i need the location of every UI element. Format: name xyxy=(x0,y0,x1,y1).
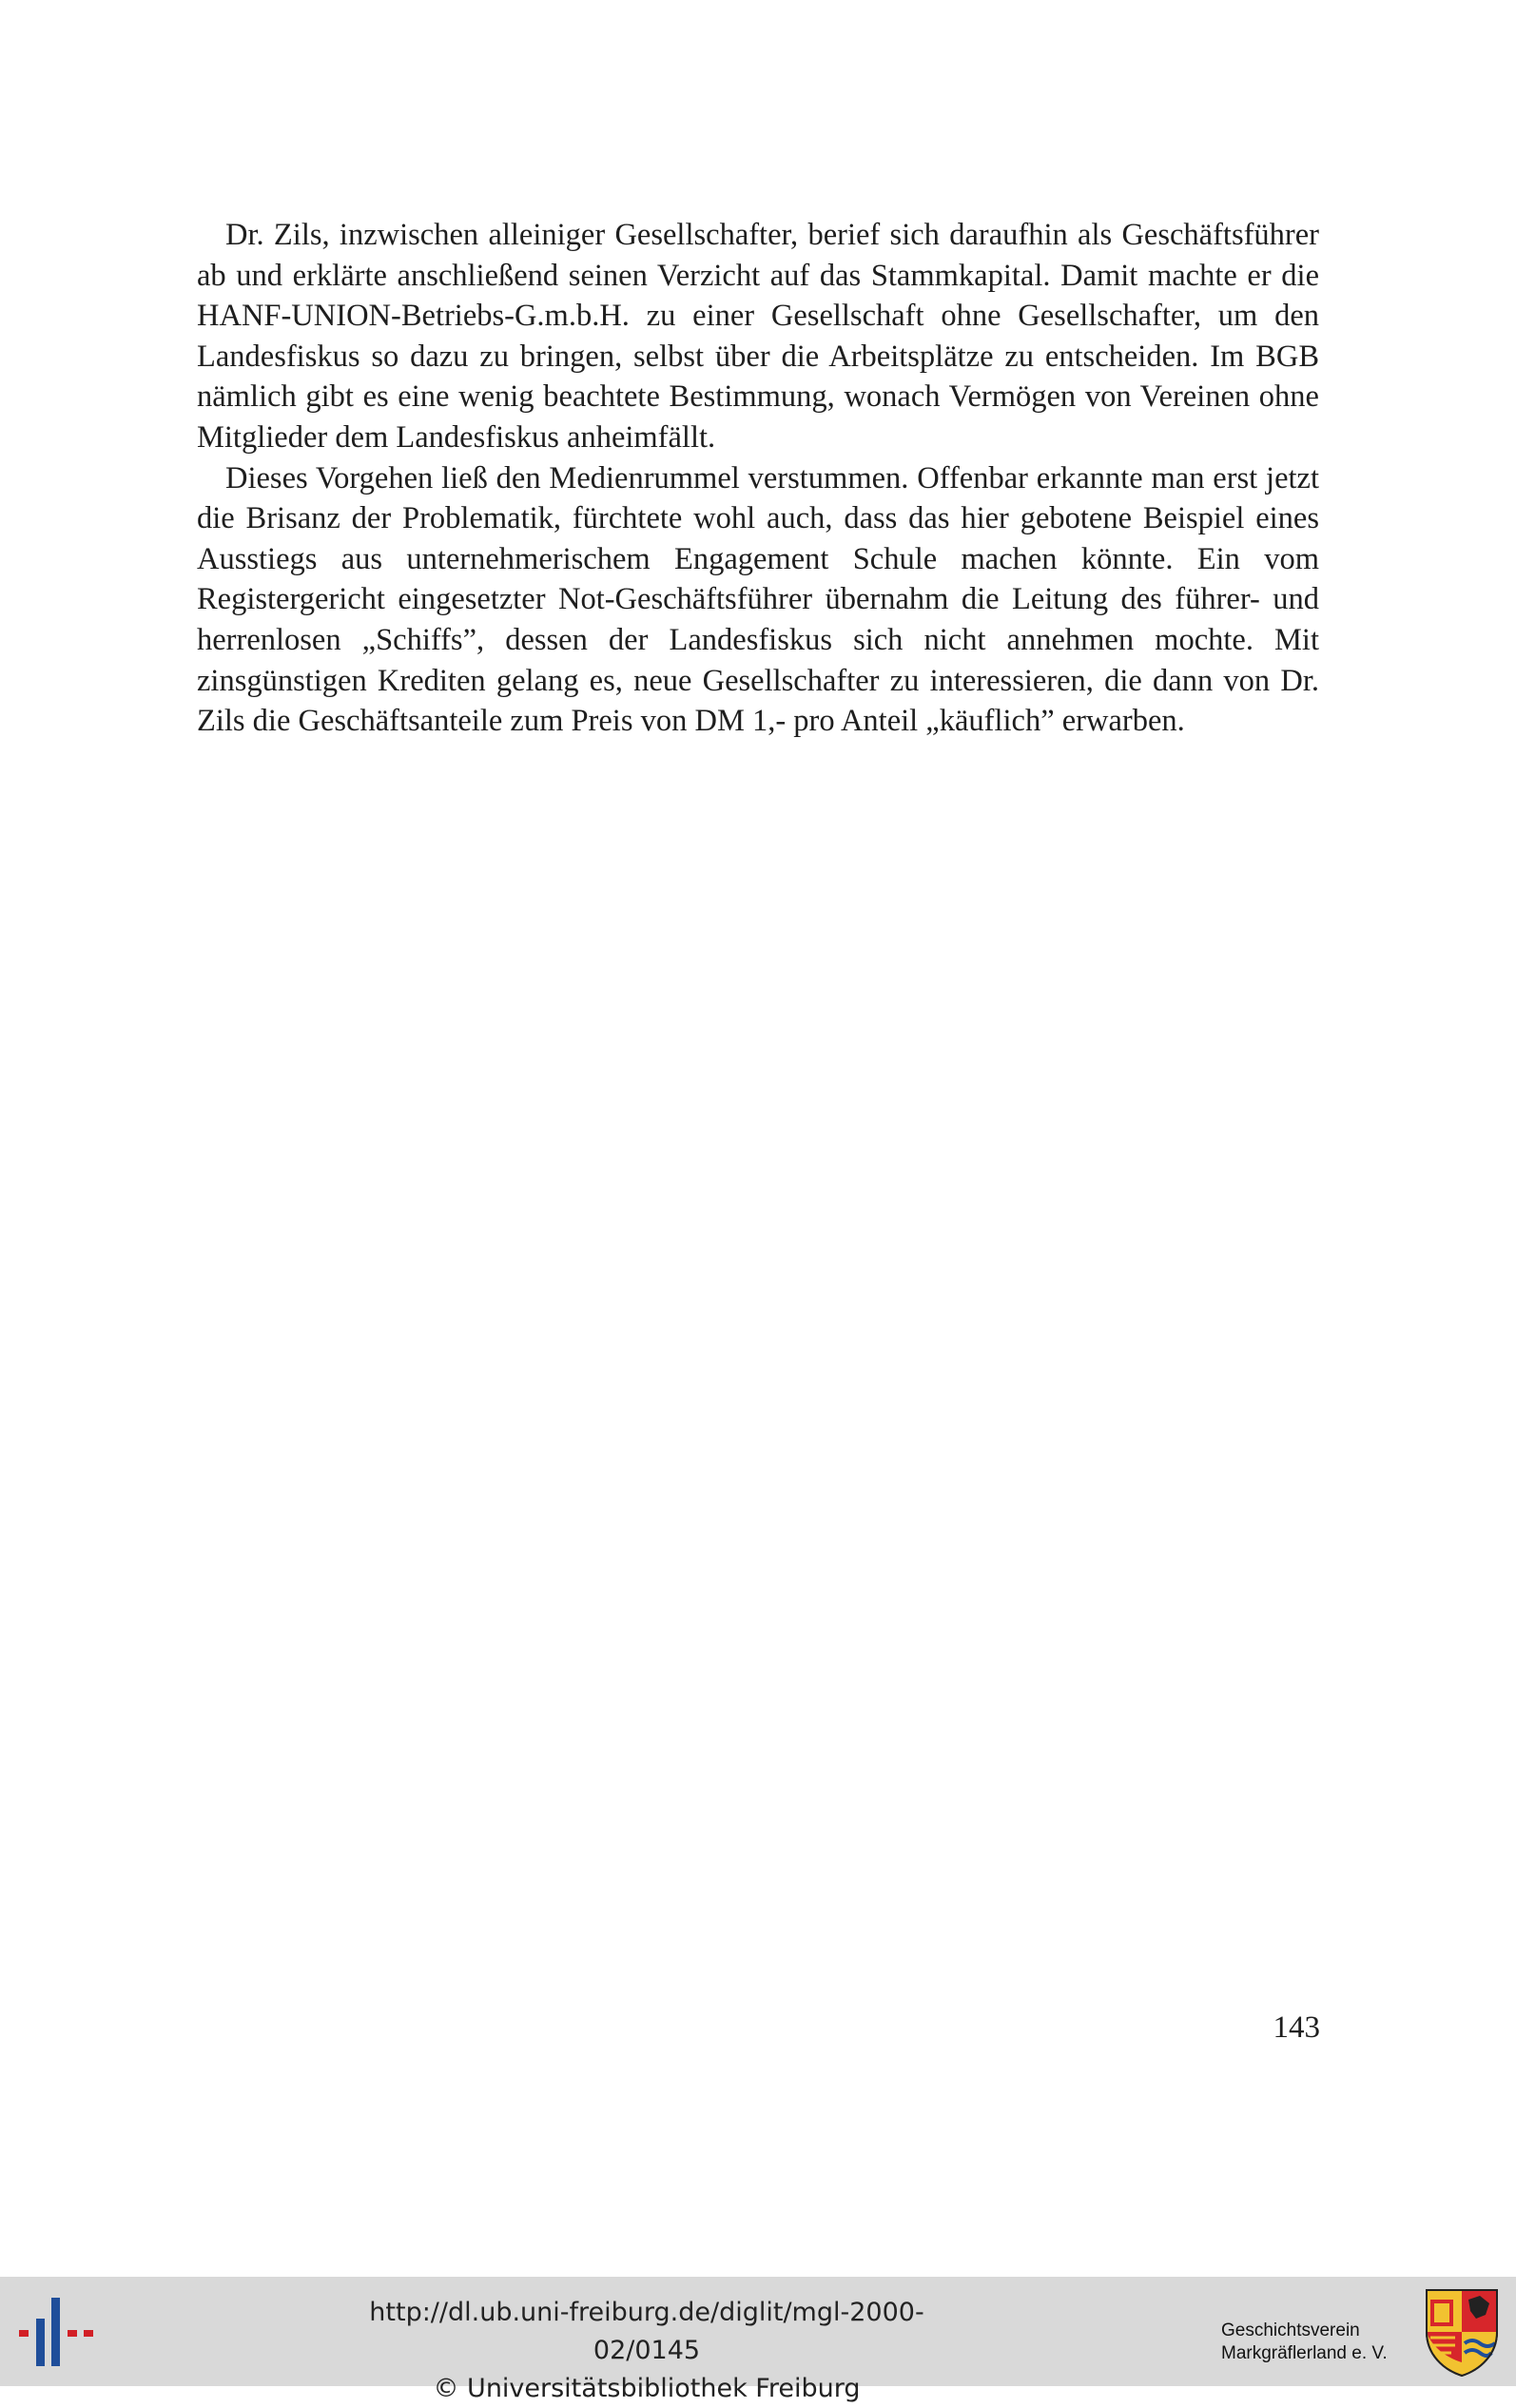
body-text xyxy=(197,215,1319,742)
copyright-text: © Universitätsbibliothek Freiburg xyxy=(433,2374,861,2403)
society-line-2: Markgräflerland e. V. xyxy=(1221,2343,1388,2363)
permalink-url[interactable]: http://dl.ub.uni-freiburg.de/diglit/mgl-2000-02/0145 xyxy=(369,2298,924,2365)
society-line-1: Geschichtsverein xyxy=(1221,2321,1360,2340)
society-name xyxy=(1221,2320,1426,2365)
paragraph-1: Dr. Zils, inzwischen alleiniger Gesellschafter, berief sich daraufhin als Geschäftsführer ab und erklärte anschließend seinen Verzicht auf das Stammkapital. Damit machte er die HANF-UNION-Betriebs-G.m.b.H. zu einer Gesellschaft ohne Gesellschafter, um den Landesfiskus so dazu zu bringen, selbst über die Arbeitsplätze zu entscheiden. Im BGB nämlich gibt es eine wenig beachtete Bestimmung, wonach Vermögen von Vereinen ohne Mitglieder dem Landesfiskus anheimfällt. xyxy=(197,218,1319,455)
paragraph-2: Dieses Vorgehen ließ den Medienrummel verstummen. Offenbar erkannte man erst jetzt die Brisanz der Problematik, fürchtete wohl auch, dass das hier gebotene Beispiel eines Ausstiegs aus unternehmerischem Engagement Schule machen könnte. Ein vom Registergericht eingesetzter Not-Geschäftsführer übernahm die Leitung des führer- und herrenlosen „Schiffs”, dessen der Landesfiskus sich nicht annehmen mochte. Mit zinsgünstigen Krediten gelang es, neue Gesellschafter zu interessieren, die dann von Dr. Zils die Geschäftsanteile zum Preis von DM 1,- pro Anteil „käuflich” erwarben. xyxy=(197,460,1319,739)
page-number: 143 xyxy=(1273,2010,1320,2045)
footer-citation xyxy=(361,2294,932,2408)
ub-freiburg-logo-icon xyxy=(17,2294,97,2370)
coat-of-arms-icon xyxy=(1423,2286,1501,2378)
viewer-footer xyxy=(0,2277,1516,2403)
